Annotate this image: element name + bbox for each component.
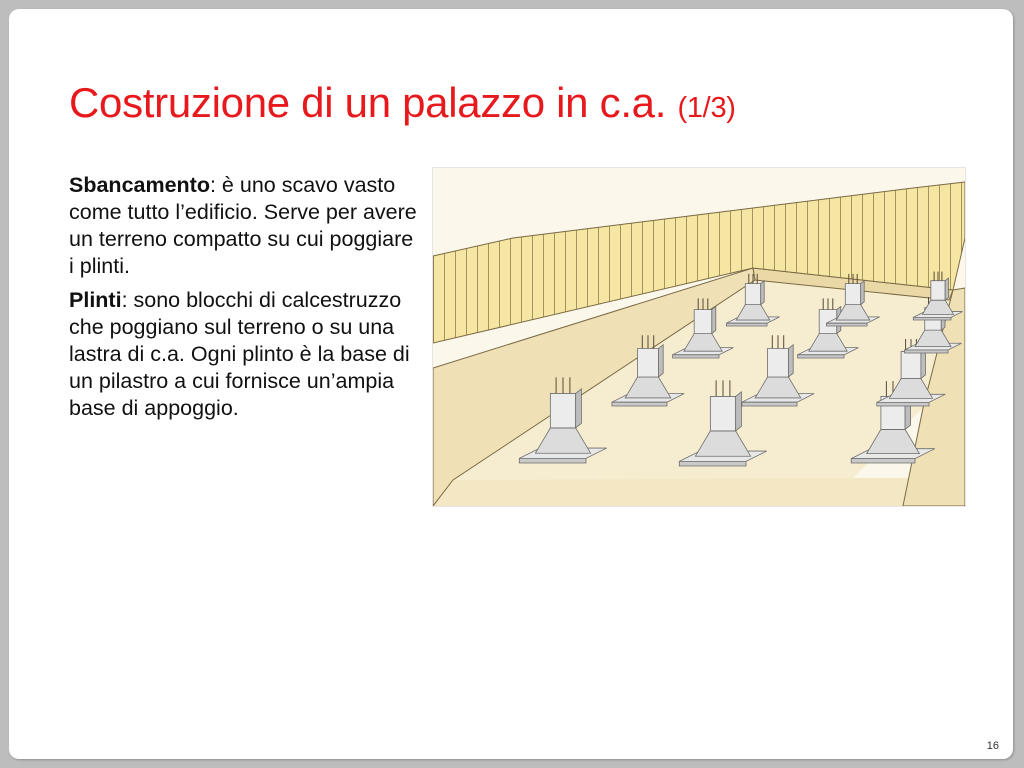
slide-body [69,172,419,429]
plinth-slab-side [798,355,844,358]
plinth-slab-side [742,402,797,406]
plinth-column-side [576,389,582,428]
plinth-column-front [768,349,789,378]
plinth-column-front [550,393,575,428]
plinth-slab-side [905,350,949,353]
plinth-column-front [901,352,921,379]
excavation-plinths-illustration [432,167,966,507]
slide-title-part: (1/3) [677,92,736,124]
plinth-column-front [638,349,659,378]
plinth-column-side [761,281,765,305]
plinth-slab-side [826,323,867,326]
plinth-column-side [945,278,948,300]
plinth-slab-side [673,355,719,358]
plinth-column-side [658,345,663,377]
definition-sbancamento: : è uno scavo vasto come tutto l’edificio. Serve per avere un terreno compatto su cui poggiare i plinti. [69,173,417,278]
plinth-column-front [710,396,735,431]
page-number: 16 [986,740,999,752]
plinth-slab-side [851,459,915,463]
plinth-column-front [845,284,860,305]
slide-title-text: Costruzione di un palazzo in c.a. [69,79,667,126]
plinth-column-side [861,281,865,305]
plinth-column-front [745,284,760,305]
plinth-slab-side [519,458,586,463]
plinth-slab-side [679,461,746,466]
slide [9,9,1013,759]
excavation-drawing [433,168,965,506]
slide-title [69,79,736,127]
term-sbancamento: Sbancamento [69,173,210,197]
plinth-column-side [712,306,716,333]
plinth-slab-side [877,402,929,406]
paragraph-plinti [69,287,419,422]
plinth-column-side [736,392,742,431]
paragraph-sbancamento [69,172,419,280]
plinth-column-side [788,345,793,377]
term-plinti: Plinti [69,288,122,312]
plinth-column-front [694,310,712,334]
plinth-slab-side [913,317,951,320]
plinth-slab-side [726,323,767,326]
definition-plinti: : sono blocchi di calcestruzzo che poggiano sul terreno o su una lastra di c.a. Ogni plinto è la base di un pilastro a cui fornisce un’ampia base di appoggio. [69,288,410,420]
plinth-slab-side [612,402,667,406]
plinth-column-front [931,281,945,301]
